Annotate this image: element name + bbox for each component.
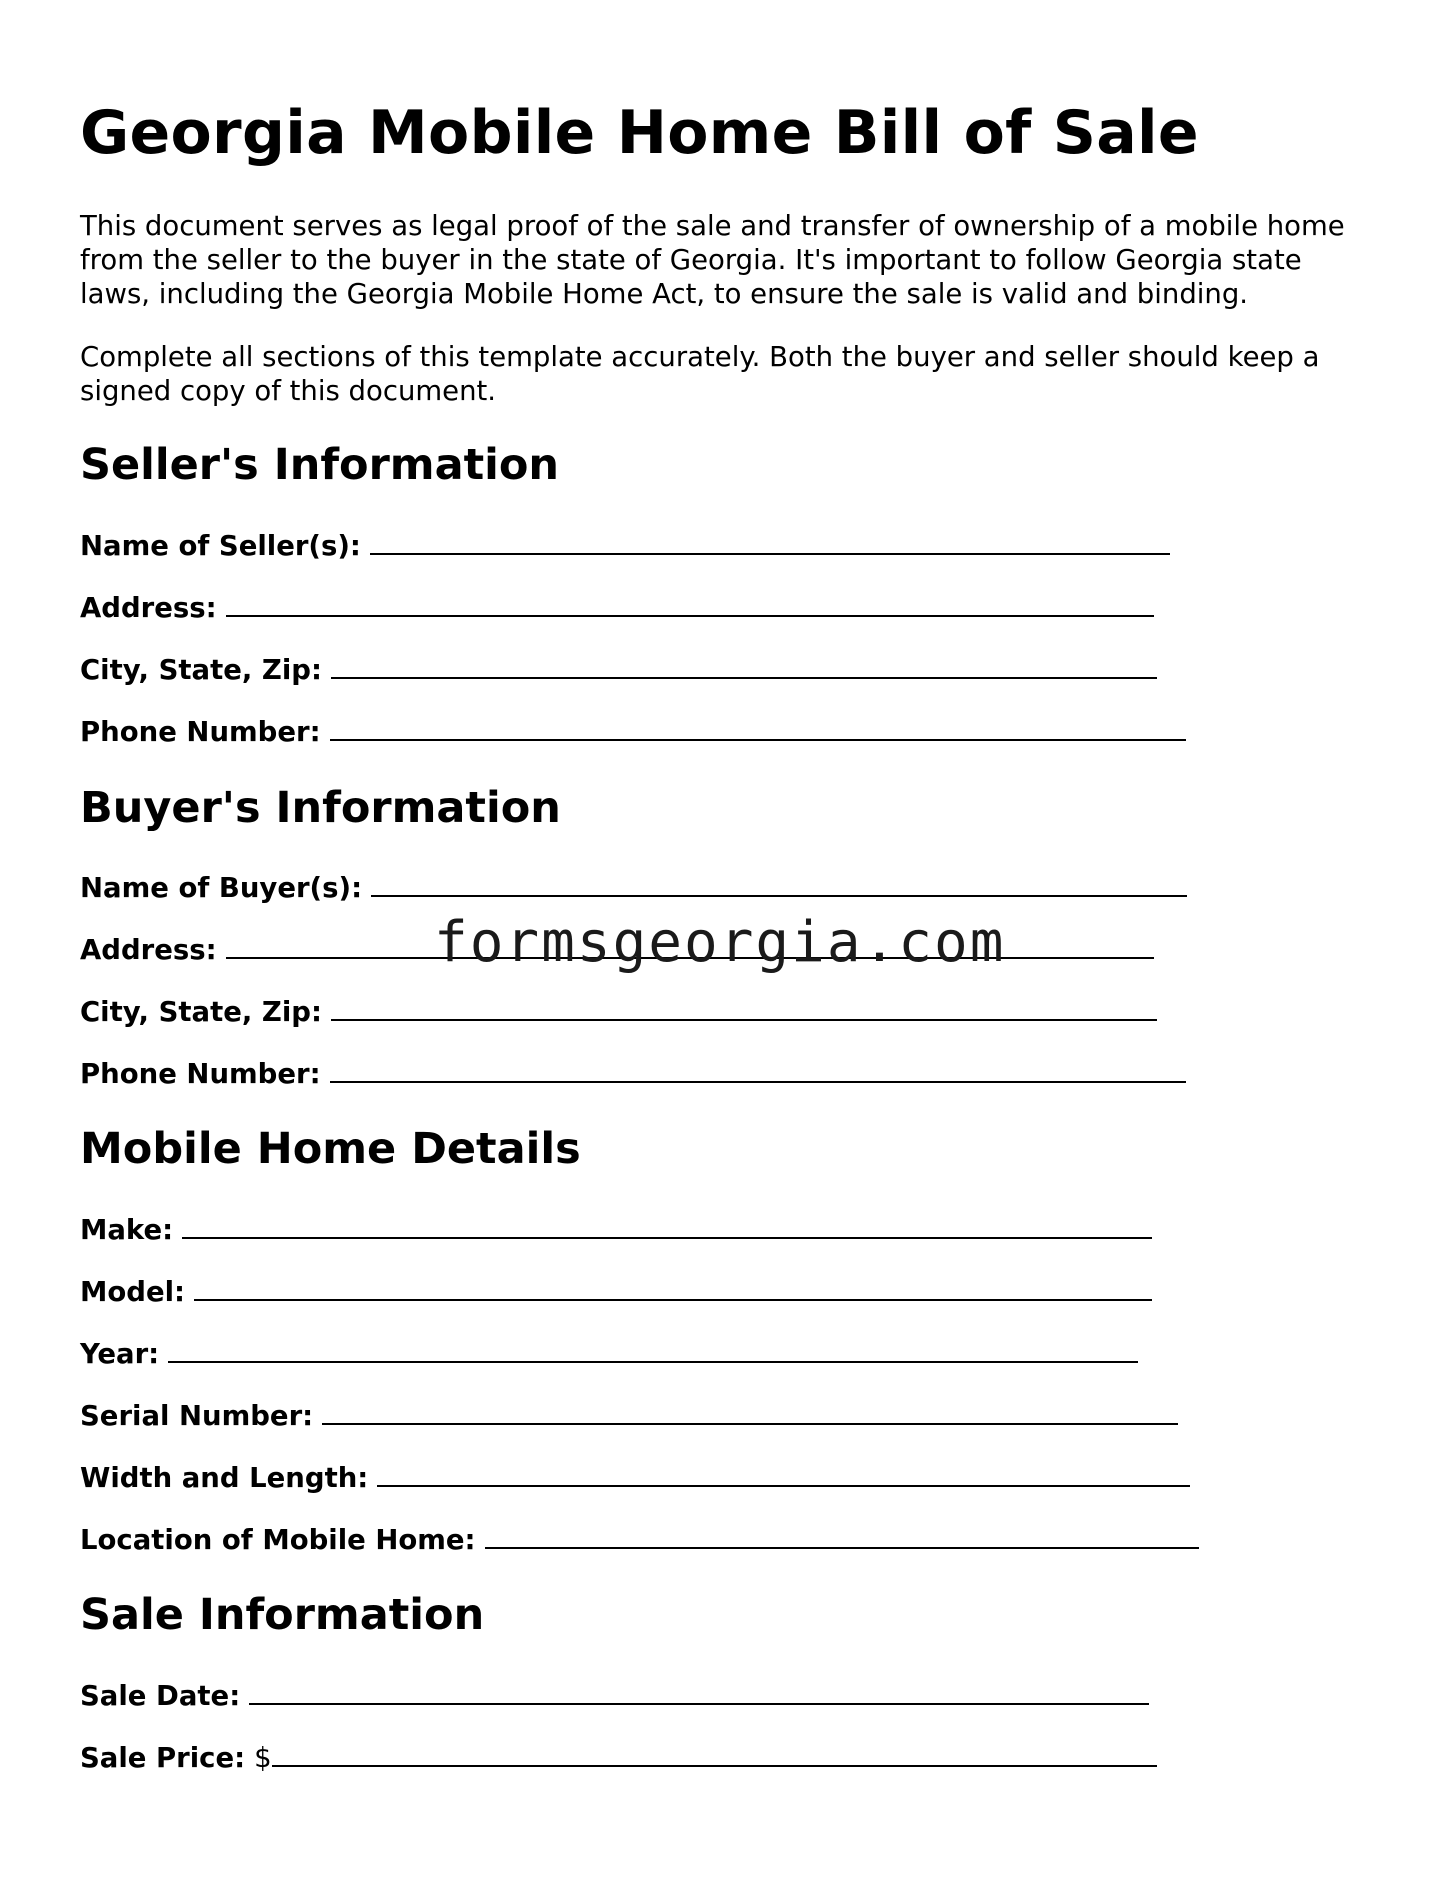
seller-heading: Seller's Information xyxy=(80,440,560,490)
buyer-city-label: City, State, Zip: xyxy=(80,996,322,1028)
document-title: Georgia Mobile Home Bill of Sale xyxy=(80,98,1199,168)
location-field xyxy=(80,1521,1199,1556)
year-label: Year: xyxy=(80,1338,160,1370)
sale-date-field xyxy=(80,1677,1149,1712)
currency-symbol: $ xyxy=(254,1742,272,1774)
intro-paragraph-1: This document serves as legal proof of the sale and transfer of ownership of a mobile home from the seller to the buyer in the state of Georgia. It's important to follow Georgia state laws, including the Georgia Mobile Home Act, to ensure the sale is valid and binding. xyxy=(80,210,1345,310)
year-field xyxy=(80,1335,1138,1370)
watermark-text: formsgeorgia.com xyxy=(434,910,1006,975)
seller-address-blank[interactable] xyxy=(226,589,1154,617)
seller-address-label: Address: xyxy=(80,592,217,624)
seller-city-field xyxy=(80,651,1157,686)
sale-date-label: Sale Date: xyxy=(80,1680,241,1712)
year-blank[interactable] xyxy=(168,1335,1138,1363)
sale-price-field xyxy=(80,1739,1157,1774)
seller-phone-field xyxy=(80,713,1186,748)
seller-name-blank[interactable] xyxy=(370,527,1170,555)
sale-heading: Sale Information xyxy=(80,1590,485,1640)
location-label: Location of Mobile Home: xyxy=(80,1524,476,1556)
make-blank[interactable] xyxy=(182,1211,1152,1239)
buyer-heading: Buyer's Information xyxy=(80,783,561,833)
serial-label: Serial Number: xyxy=(80,1400,314,1432)
buyer-address-label: Address: xyxy=(80,934,217,966)
buyer-name-blank[interactable] xyxy=(371,869,1187,897)
buyer-name-field xyxy=(80,869,1187,904)
model-label: Model: xyxy=(80,1276,186,1308)
seller-phone-blank[interactable] xyxy=(330,713,1186,741)
seller-phone-label: Phone Number: xyxy=(80,716,321,748)
buyer-phone-field xyxy=(80,1055,1186,1090)
size-blank[interactable] xyxy=(377,1459,1190,1487)
home-heading: Mobile Home Details xyxy=(80,1124,581,1174)
size-label: Width and Length: xyxy=(80,1462,369,1494)
sale-price-label: Sale Price: xyxy=(80,1742,246,1774)
seller-name-label: Name of Seller(s): xyxy=(80,530,361,562)
serial-blank[interactable] xyxy=(322,1397,1178,1425)
intro-paragraph-2: Complete all sections of this template accurately. Both the buyer and seller should keep a signed copy of this document. xyxy=(80,341,1320,407)
serial-field xyxy=(80,1397,1178,1432)
buyer-name-label: Name of Buyer(s): xyxy=(80,872,363,904)
make-field xyxy=(80,1211,1152,1246)
size-field xyxy=(80,1459,1190,1494)
sale-price-blank[interactable] xyxy=(272,1739,1157,1767)
buyer-phone-label: Phone Number: xyxy=(80,1058,321,1090)
make-label: Make: xyxy=(80,1214,174,1246)
model-field xyxy=(80,1273,1152,1308)
buyer-phone-blank[interactable] xyxy=(330,1055,1186,1083)
sale-date-blank[interactable] xyxy=(249,1677,1149,1705)
model-blank[interactable] xyxy=(194,1273,1152,1301)
seller-city-blank[interactable] xyxy=(331,651,1157,679)
buyer-city-field xyxy=(80,993,1157,1028)
buyer-city-blank[interactable] xyxy=(331,993,1157,1021)
seller-name-field xyxy=(80,527,1170,562)
location-blank[interactable] xyxy=(485,1521,1199,1549)
seller-address-field xyxy=(80,589,1154,624)
seller-city-label: City, State, Zip: xyxy=(80,654,322,686)
